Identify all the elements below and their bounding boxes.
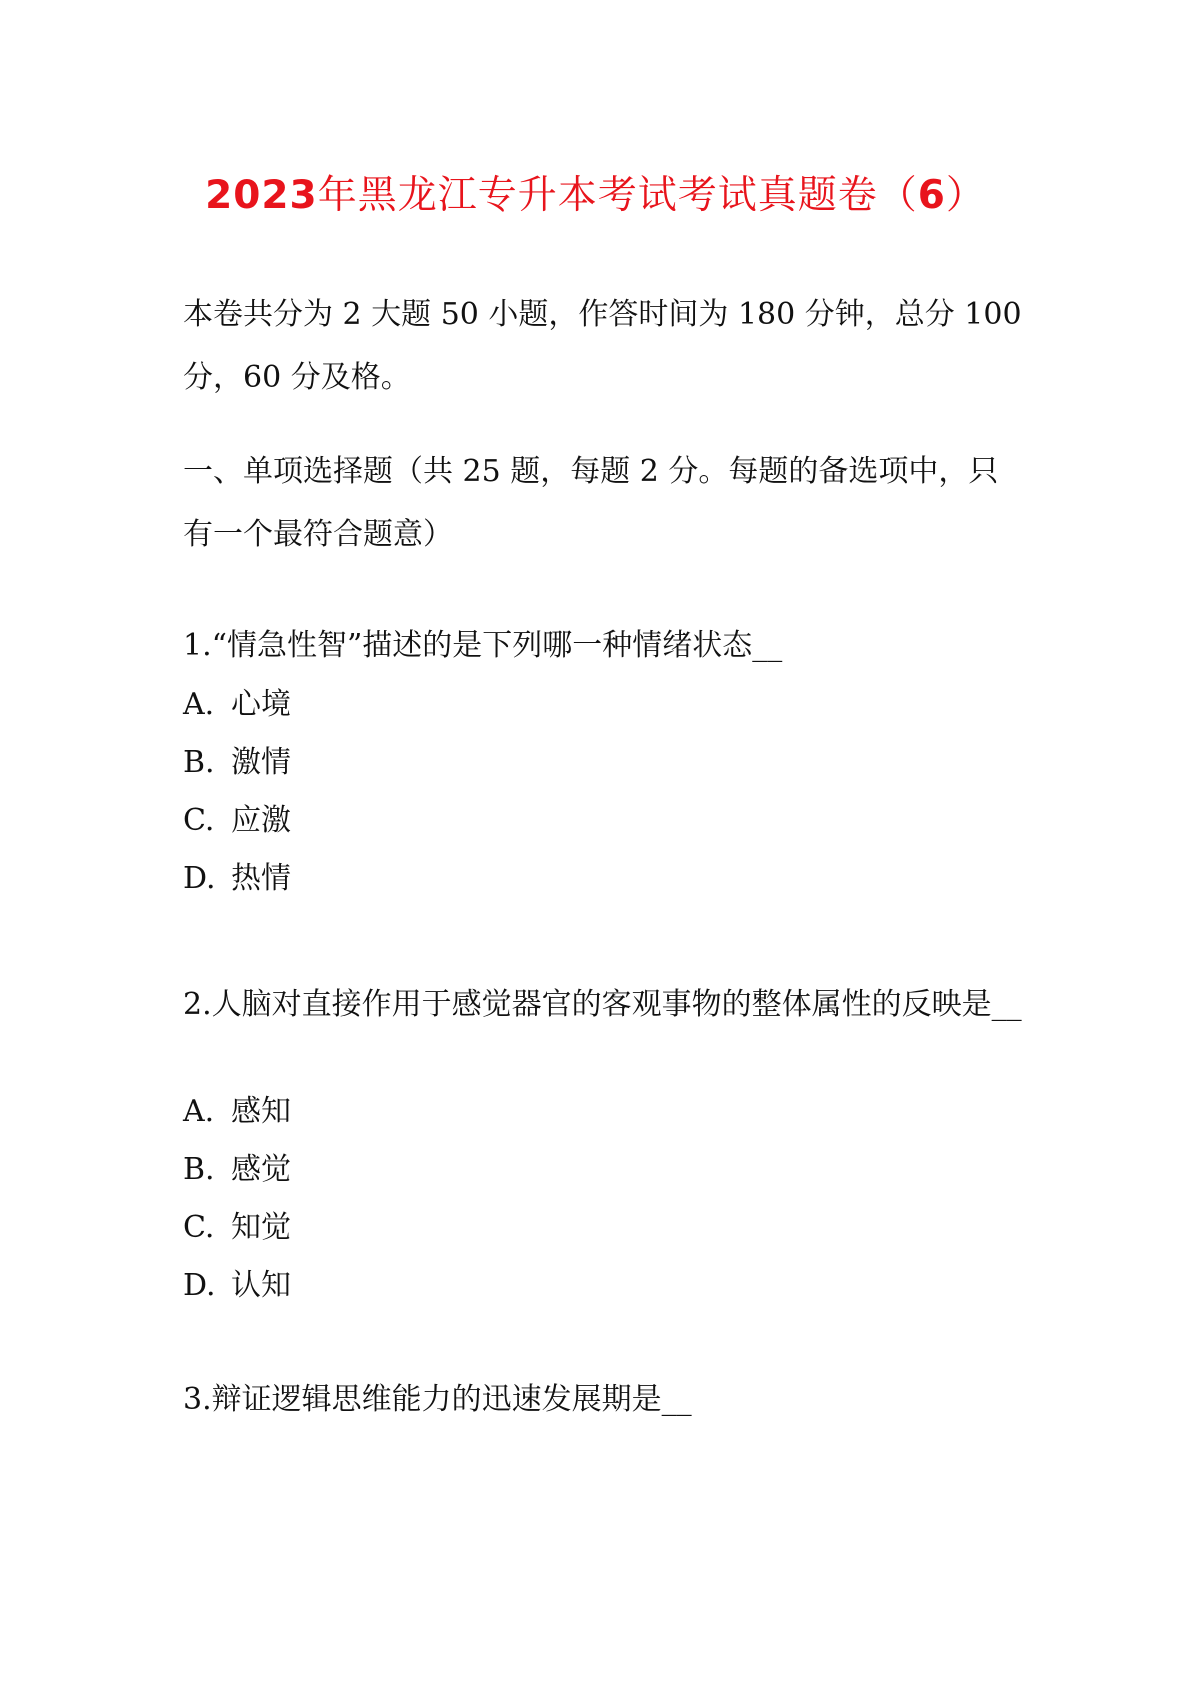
question-1-option-d xyxy=(183,859,291,899)
question-1-option-c xyxy=(183,801,291,841)
question-2-option-d xyxy=(183,1266,291,1306)
question-2-option-b xyxy=(183,1150,291,1190)
title-year: 2023 xyxy=(205,173,318,218)
option-text: 认知 xyxy=(231,1268,291,1303)
option-letter: D. xyxy=(183,1268,216,1303)
question-3-stem: 3.辩证逻辑思维能力的迅速发展期是__ xyxy=(183,1382,692,1417)
option-letter: B. xyxy=(183,1152,215,1187)
question-2-stem: 2.人脑对直接作用于感觉器官的客观事物的整体属性的反映是__ xyxy=(183,987,1022,1022)
question-2-option-a xyxy=(183,1092,291,1132)
page-title xyxy=(0,168,1191,224)
question-1-option-b xyxy=(183,743,291,783)
title-text: 年黑龙江专升本考试考试真题卷（ xyxy=(317,173,918,218)
option-text: 感知 xyxy=(231,1094,291,1129)
option-text: 激情 xyxy=(231,745,291,780)
option-letter: D. xyxy=(183,861,216,896)
option-text: 热情 xyxy=(231,861,291,896)
question-1-stem: 1.“情急性智”描述的是下列哪一种情绪状态__ xyxy=(183,628,783,663)
question-2-option-c xyxy=(183,1208,291,1248)
title-close: ） xyxy=(945,173,986,218)
option-letter: A. xyxy=(183,1094,215,1129)
option-letter: C. xyxy=(183,803,215,838)
option-letter: B. xyxy=(183,745,215,780)
option-text: 应激 xyxy=(231,803,291,838)
exam-intro: 本卷共分为 2 大题 50 小题，作答时间为 180 分钟，总分 100 分，60 分及格。 xyxy=(183,297,1022,395)
option-letter: C. xyxy=(183,1210,215,1245)
option-letter: A. xyxy=(183,687,215,722)
option-text: 心境 xyxy=(231,687,291,722)
question-1-option-a xyxy=(183,685,291,725)
option-text: 感觉 xyxy=(231,1152,291,1187)
option-text: 知觉 xyxy=(231,1210,291,1245)
section-heading: 一、单项选择题（共 25 题，每题 2 分。每题的备选项中，只有一个最符合题意） xyxy=(183,454,999,552)
title-number: 6 xyxy=(917,173,946,218)
